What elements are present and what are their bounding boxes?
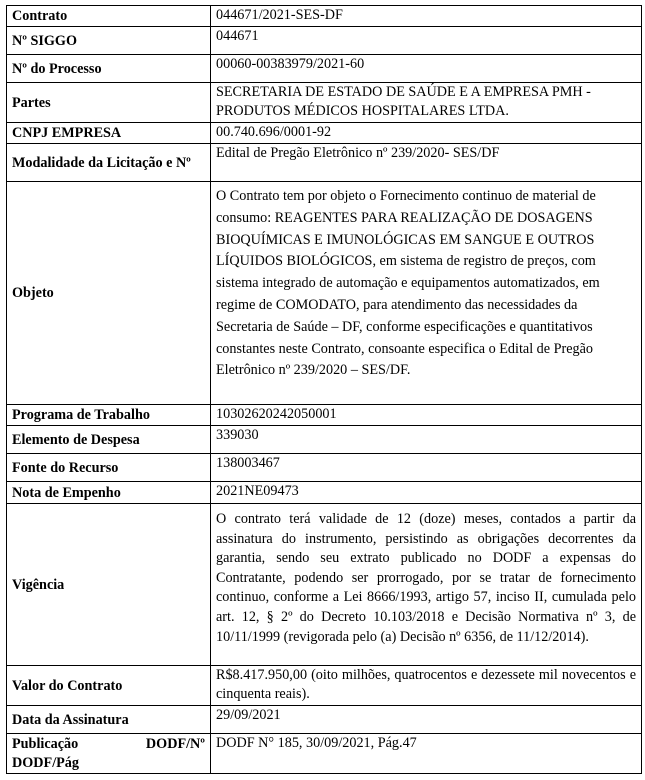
label-publicacao (7, 734, 211, 774)
value-publicacao: DODF N° 185, 30/09/2021, Pág.47 (211, 734, 642, 774)
row-fonte (7, 454, 642, 482)
value-assinatura: 29/09/2021 (211, 706, 642, 734)
row-vigencia (7, 504, 642, 666)
value-siggo: 044671 (211, 27, 642, 55)
label-vigencia: Vigência (7, 504, 211, 666)
row-cnpj (7, 123, 642, 144)
value-fonte: 138003467 (211, 454, 642, 482)
contract-extract (6, 5, 636, 774)
row-contrato (7, 6, 642, 27)
row-valor (7, 666, 642, 706)
value-objeto: O Contrato tem por objeto o Fornecimento continuo de material de consumo: REAGENTES PARA REALIZAÇÃO DE DOSAGENS BIOQUÍMICAS E IMUNOLÓGICAS EM SANGUE E OUTROS LÍQUIDOS BIOLÓGICOS, em sistema de registro de preços, com sistema integrado de automação e equipamentos automatizados, em regime de COMODATO, para atendimento das necessidades da Secretaria de Saúde – DF, conforme especificações e quantitativos constantes neste Contrato, consoante especifica o Edital de Pregão Eletrônico nº 239/2020 – SES/DF. (211, 182, 642, 405)
label-publicacao-line-1 (12, 735, 205, 754)
value-valor: R$8.417.950,00 (oito milhões, quatrocentos e dezessete mil novecentos e cinquenta reais). (211, 666, 642, 706)
label-fonte: Fonte do Recurso (7, 454, 211, 482)
value-contrato: 044671/2021-SES-DF (211, 6, 642, 27)
value-cnpj: 00.740.696/0001-92 (211, 123, 642, 144)
label-siggo: Nº SIGGO (7, 27, 211, 55)
contract-table (6, 5, 642, 774)
value-partes: SECRETARIA DE ESTADO DE SAÚDE E A EMPRESA PMH - PRODUTOS MÉDICOS HOSPITALARES LTDA. (211, 83, 642, 123)
label-cnpj: CNPJ EMPRESA (7, 123, 211, 144)
row-objeto (7, 182, 642, 405)
label-contrato: Contrato (7, 6, 211, 27)
row-empenho (7, 482, 642, 504)
row-elemento (7, 426, 642, 454)
value-empenho: 2021NE09473 (211, 482, 642, 504)
value-processo: 00060-00383979/2021-60 (211, 55, 642, 83)
row-partes (7, 83, 642, 123)
row-modalidade (7, 144, 642, 182)
value-programa: 10302620242050001 (211, 405, 642, 426)
label-publicacao-line-2: DODF/Pág (12, 755, 79, 771)
row-publicacao (7, 734, 642, 774)
label-empenho: Nota de Empenho (7, 482, 211, 504)
row-siggo (7, 27, 642, 55)
value-vigencia: O contrato terá validade de 12 (doze) meses, contados a partir da assinatura do instrumento, persistindo as obrigações decorrentes da garantia, sendo seu extrato publicado no DODF a expensas do Contratante, podendo ser prorrogado, por se tratar de fornecimento continuo, conforme a Lei 8666/1993, artigo 57, inciso II, cumulada pelo art. 12, § 2º do Decreto 10.103/2018 e Decisão Normativa nº 3, de 10/11/1999 (revigorada pelo (a) Decisão nº 6356, de 11/12/2014). (211, 504, 642, 666)
label-processo: Nº do Processo (7, 55, 211, 83)
label-partes: Partes (7, 83, 211, 123)
value-elemento: 339030 (211, 426, 642, 454)
row-assinatura (7, 706, 642, 734)
label-objeto: Objeto (7, 182, 211, 405)
row-processo (7, 55, 642, 83)
label-publicacao-left: Publicação (12, 736, 79, 752)
label-publicacao-right: DODF/Nº (145, 736, 205, 752)
value-modalidade: Edital de Pregão Eletrônico nº 239/2020- SES/DF (211, 144, 642, 182)
label-valor: Valor do Contrato (7, 666, 211, 706)
label-modalidade: Modalidade da Licitação e Nº (7, 144, 211, 182)
label-assinatura: Data da Assinatura (7, 706, 211, 734)
label-programa: Programa de Trabalho (7, 405, 211, 426)
label-elemento: Elemento de Despesa (7, 426, 211, 454)
row-programa (7, 405, 642, 426)
